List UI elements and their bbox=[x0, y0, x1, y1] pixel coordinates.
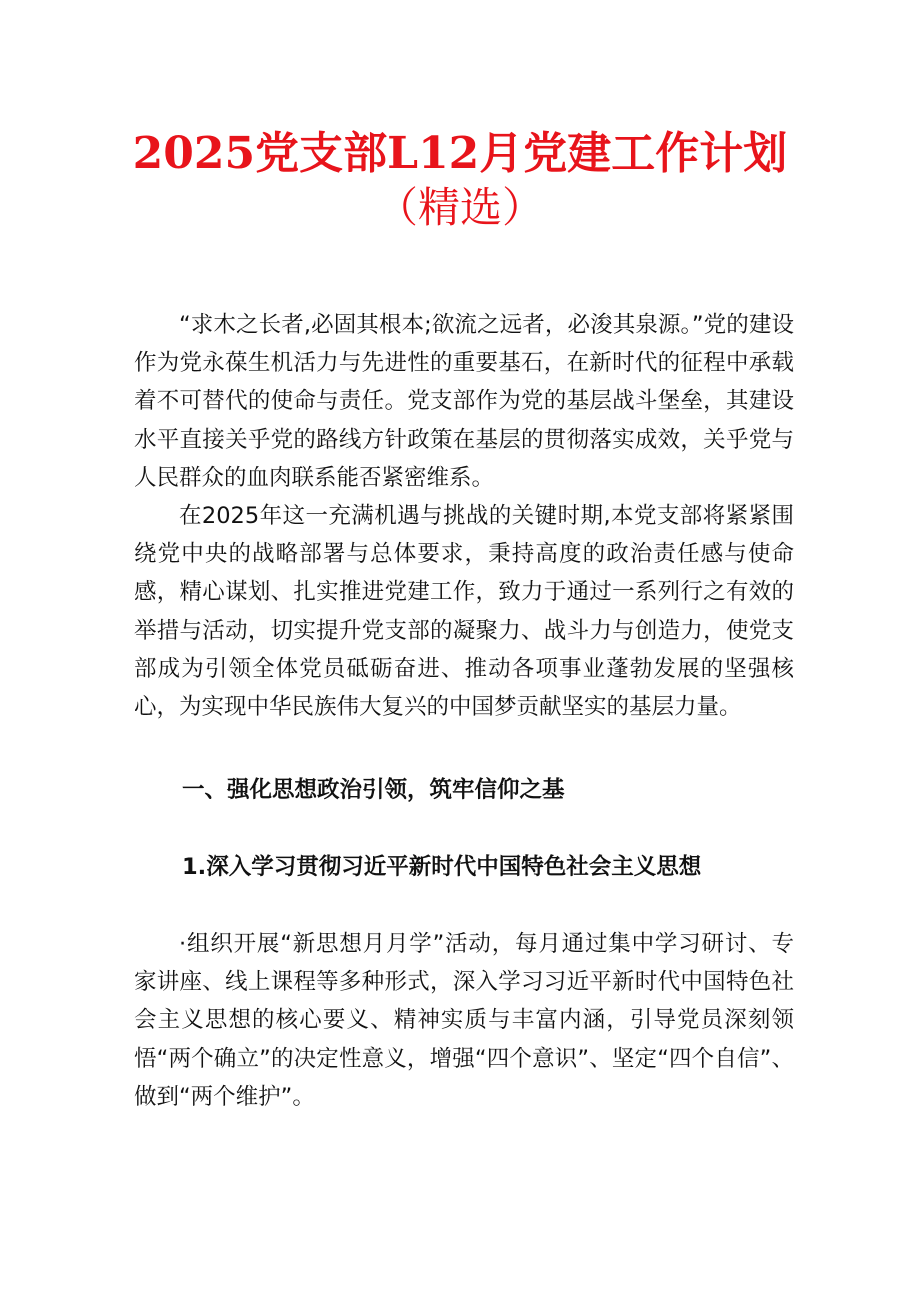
section-heading: 一、强化思想政治引领，筑牢信仰之基 bbox=[182, 777, 565, 803]
document-subtitle: （精选） bbox=[375, 183, 544, 232]
intro-paragraph: “求木之长者,必固其根本;欲流之远者，必浚其泉源。”党的建设作为党永葆生机活力与先进性的重要基石，在新时代的征程中承载着不可替代的使命与责任。党支部作为党的基层战斗堡垒，其建设水平直接关乎党的路线方针政策在基层的贯彻落实成效，关乎党与人民群众的血肉联系能否紧密维系。 bbox=[134, 312, 794, 491]
document-title: 2025党支部L12月党建工作计划 bbox=[132, 128, 788, 179]
body-paragraph: 在2025年这一充满机遇与挑战的关键时期,本党支部将紧紧围绕党中央的战略部署与总体要求，秉持高度的政治责任感与使命感，精心谋划、扎实推进党建工作，致力于通过一系列行之有效的举措与活动，切实提升党支部的凝聚力、战斗力与创造力，使党支部成为引领全体党员砥砺奋进、推动各项事业蓬勃发展的坚强核心，为实现中华民族伟大复兴的中国梦贡献坚实的基层力量。 bbox=[134, 503, 794, 721]
subsection-heading: 1.深入学习贯彻习近平新时代中国特色社会主义思想 bbox=[182, 854, 702, 880]
bullet-paragraph: ·组织开展“新思想月月学”活动，每月通过集中学习研讨、专家讲座、线上课程等多种形式，深入学习习近平新时代中国特色社会主义思想的核心要义、精神实质与丰富内涵，引导党员深刻领悟“两个确立”的决定性意义，增强“四个意识”、坚定“四个自信”、做到“两个维护”。 bbox=[134, 931, 794, 1110]
